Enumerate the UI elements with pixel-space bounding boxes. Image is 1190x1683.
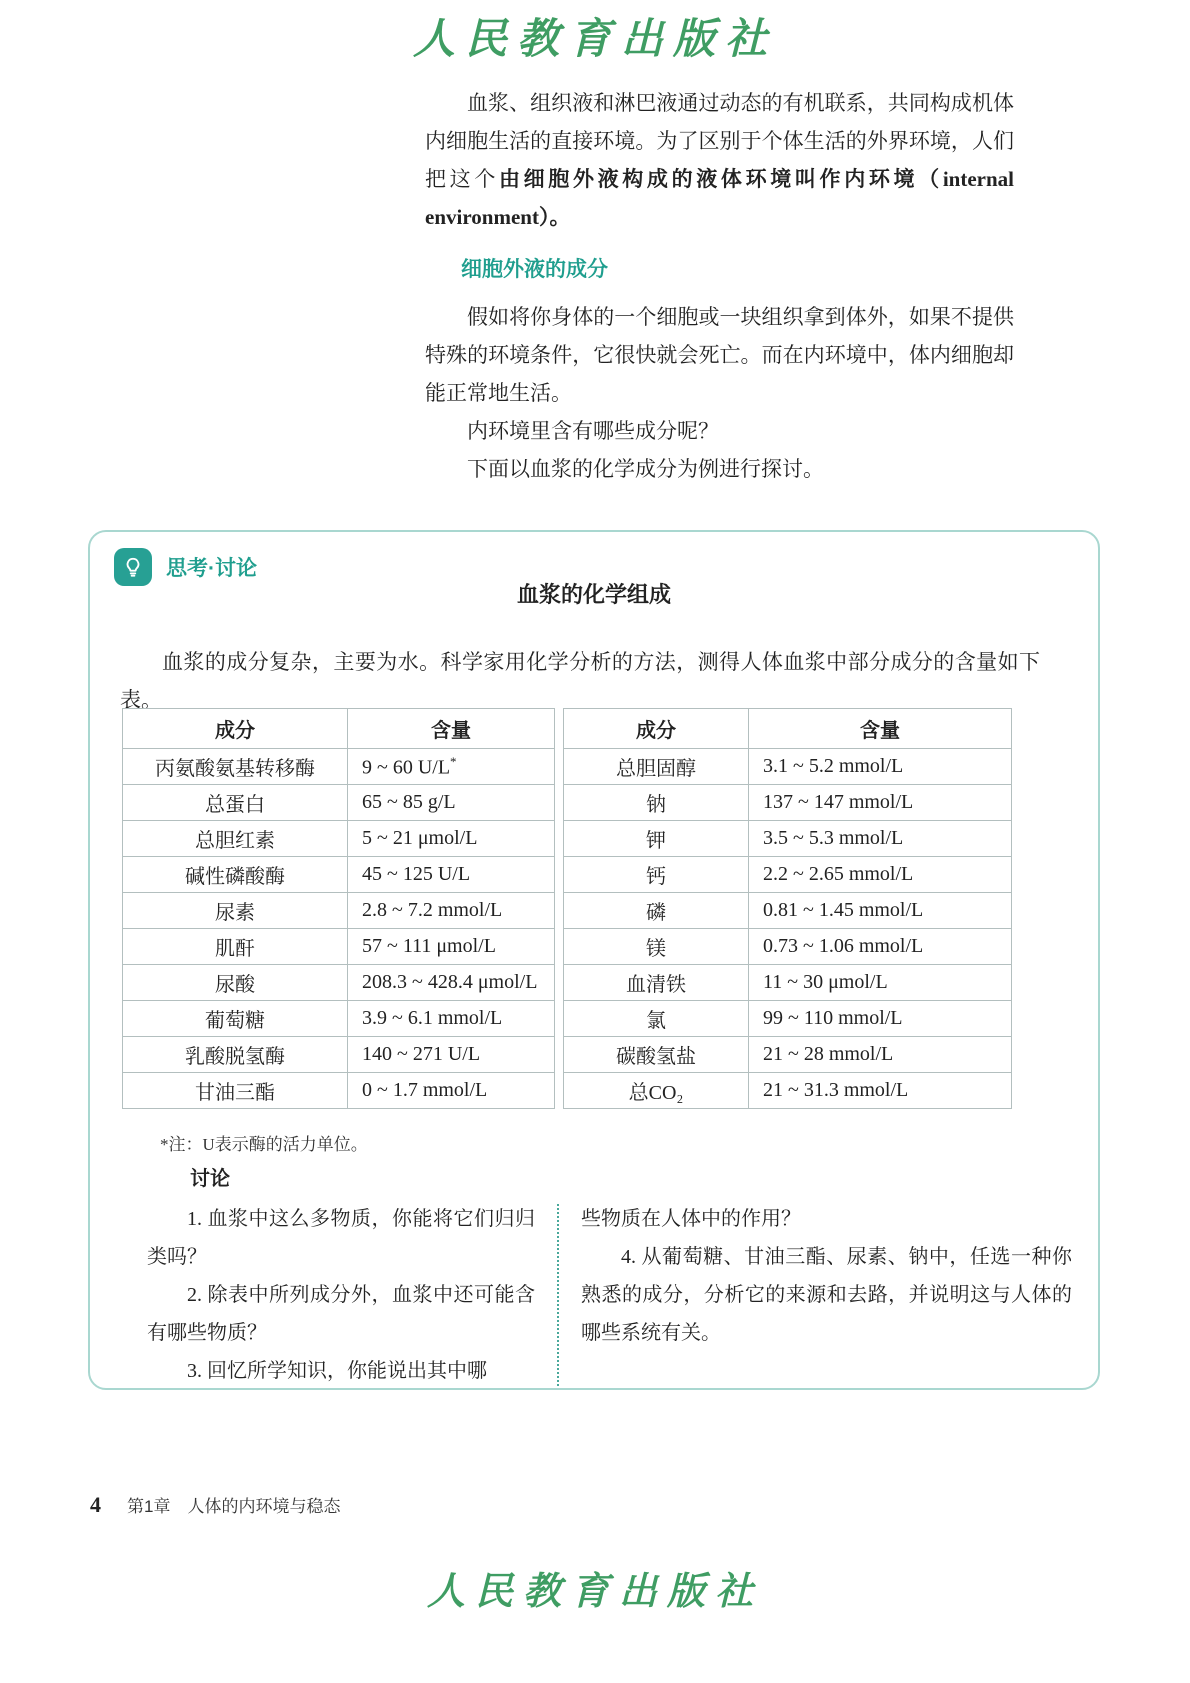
table-row: 甘油三酯 0 ~ 1.7 mmol/L: [123, 1073, 555, 1109]
table-row: 乳酸脱氢酶 140 ~ 271 U/L: [123, 1037, 555, 1073]
plasma-composition-tables: [122, 708, 1012, 1109]
table-row: 总胆固醇 3.1 ~ 5.2 mmol/L: [564, 749, 1012, 785]
plasma-table-right: [563, 708, 1012, 1109]
table-row: 氯 99 ~ 110 mmol/L: [564, 1001, 1012, 1037]
table-header-row: [123, 709, 555, 749]
think-discuss-label: 思考·讨论: [166, 557, 257, 580]
chapter-title: 第1章 人体的内环境与稳态: [127, 1497, 341, 1516]
table-row: 磷 0.81 ~ 1.45 mmol/L: [564, 893, 1012, 929]
table-header-row: [564, 709, 1012, 749]
intro-paragraph-normal: 血浆、组织液和淋巴液通过动态的有机联系，共同构成机体内细胞生活的直接环境。为了区别于个体生活的外界环境，人们把这个: [425, 91, 1014, 191]
table-row: 肌酐 57 ~ 111 μmol/L: [123, 929, 555, 965]
column-header: 含量: [348, 709, 555, 749]
table-row: 钙 2.2 ~ 2.65 mmol/L: [564, 857, 1012, 893]
discussion-item-1: 1. 血浆中这么多物质，你能将它们归归类吗？: [147, 1208, 535, 1268]
table-row: 钠 137 ~ 147 mmol/L: [564, 785, 1012, 821]
discussion-columns: [147, 1200, 1072, 1390]
dotted-divider: [557, 1204, 559, 1386]
section-paragraph-3: 下面以血浆的化学成分为例进行探讨。: [467, 457, 824, 481]
column-header: 成分: [564, 709, 749, 749]
box-title: 血浆的化学组成: [516, 582, 671, 607]
column-header: 含量: [749, 709, 1012, 749]
discussion-right-column: [581, 1200, 1072, 1390]
publisher-logo-bottom: 人民教育出版社: [426, 1571, 763, 1613]
page-number: 4: [90, 1492, 101, 1517]
table-row: 血清铁 11 ~ 30 μmol/L: [564, 965, 1012, 1001]
table-row: 总CO₂ 21 ~ 31.3 mmol/L: [564, 1073, 1012, 1109]
footnote-marker: *: [450, 753, 457, 769]
table-row: 尿素 2.8 ~ 7.2 mmol/L: [123, 893, 555, 929]
plasma-table-left: [122, 708, 555, 1109]
table-row: 丙氨酸氨基转移酶 9 ~ 60 U/L*: [123, 749, 555, 785]
table-row: 尿酸 208.3 ~ 428.4 μmol/L: [123, 965, 555, 1001]
table-row: 碳酸氢盐 21 ~ 28 mmol/L: [564, 1037, 1012, 1073]
discussion-item-3-continued: 些物质在人体中的作用？: [581, 1208, 801, 1230]
table-footnote: *注：U表示酶的活力单位。: [160, 1135, 368, 1154]
section-paragraph-2: 内环境里含有哪些成分呢？: [467, 419, 719, 443]
intro-paragraph: [425, 84, 1014, 236]
box-intro-paragraph: 血浆的成分复杂，主要为水。科学家用化学分析的方法，测得人体血浆中部分成分的含量如下表。: [120, 650, 1040, 712]
table-row: 葡萄糖 3.9 ~ 6.1 mmol/L: [123, 1001, 555, 1037]
section-paragraph-1: 假如将你身体的一个细胞或一块组织拿到体外，如果不提供特殊的环境条件，它很快就会死亡。而在内环境中，体内细胞却能正常地生活。: [425, 305, 1014, 405]
table-row: 钾 3.5 ~ 5.3 mmol/L: [564, 821, 1012, 857]
discussion-item-2: 2. 除表中所列成分外，血浆中还可能含有哪些物质？: [147, 1284, 535, 1344]
section-heading: 细胞外液的成分: [461, 258, 608, 281]
main-text-column: [425, 84, 1014, 488]
discussion-item-3: 3. 回忆所学知识，你能说出其中哪: [187, 1360, 487, 1382]
table-row: 总胆红素 5 ~ 21 μmol/L: [123, 821, 555, 857]
discussion-left-column: [147, 1200, 535, 1390]
table-row: 镁 0.73 ~ 1.06 mmol/L: [564, 929, 1012, 965]
intro-paragraph-bold: 由细胞外液构成的液体环境叫作内环境（internal environment）。: [425, 167, 1014, 229]
column-header: 成分: [123, 709, 348, 749]
discussion-heading: 讨论: [190, 1168, 230, 1190]
table-row: 碱性磷酸酶 45 ~ 125 U/L: [123, 857, 555, 893]
publisher-logo-top: 人民教育出版社: [412, 17, 777, 63]
page-footer: [90, 1492, 340, 1518]
discussion-item-4: 4. 从葡萄糖、甘油三酯、尿素、钠中，任选一种你熟悉的成分，分析它的来源和去路，并说明这与人体的哪些系统有关。: [581, 1246, 1072, 1344]
table-row: 总蛋白 65 ~ 85 g/L: [123, 785, 555, 821]
think-discuss-box: [88, 530, 1100, 1390]
